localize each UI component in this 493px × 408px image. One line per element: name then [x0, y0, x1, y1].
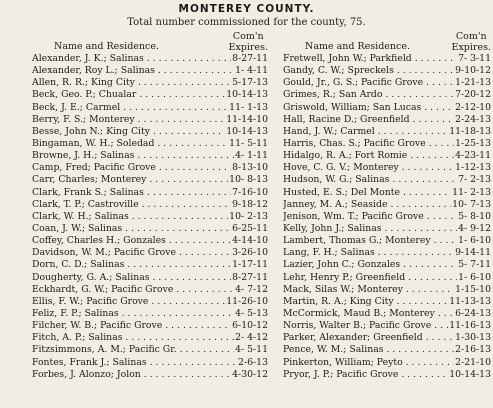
- entry-row: [283, 332, 491, 344]
- entry-expiration-date: 5- 8-10: [458, 210, 491, 222]
- entry-expiration-date: 1-25-13: [455, 137, 491, 149]
- entry-expiration-date: 4-23-11: [455, 150, 491, 162]
- entry-row: [283, 138, 491, 150]
- entry-row: [32, 102, 268, 114]
- entry-row: [283, 114, 491, 126]
- entry-name-residence: McCormick, Maud B.; Monterey . . .: [283, 308, 454, 320]
- entry-name-residence: Gandy, C. W.; Spreckels . . .: [283, 65, 454, 77]
- entry-row: [32, 199, 268, 211]
- entry-expiration-date: 1- 6-10: [458, 235, 491, 247]
- entry-row: [283, 320, 491, 332]
- entry-expiration-date: 10-14-13: [449, 368, 491, 380]
- entry-name-residence: Janney, M. A.; Seaside . . .: [283, 199, 451, 211]
- entry-name-residence: Hudson, W. G.; Salinas . . .: [283, 174, 457, 186]
- entry-row: [283, 162, 491, 174]
- entry-expiration-date: 8-27-11: [232, 53, 268, 64]
- entry-name-residence: Eckhardt, G. W.; Pacific Grove . . .: [32, 284, 234, 296]
- entry-expiration-date: 9-14-11: [455, 247, 491, 259]
- entry-row: [32, 235, 268, 247]
- entry-name-residence: Hove, C. G. V.; Monterey . . .: [283, 162, 454, 174]
- entry-name-residence: Fitzsimmons, A. M.; Pacific Gr. . . .: [32, 344, 234, 356]
- entry-expiration-date: 1-30-13: [455, 332, 491, 344]
- entry-name-residence: Berry, F. S.; Monterey . . .: [32, 114, 225, 126]
- entry-name-residence: Fontes, Frank J.; Salinas . . .: [32, 357, 237, 369]
- entry-row: [283, 357, 491, 369]
- entry-name-residence: Pinkerton, William; Peyto . . .: [283, 357, 454, 369]
- entry-name-residence: Husted, E. S.; Del Monte . . .: [283, 187, 451, 199]
- entry-name-residence: Lazier, John C.; Gonzales . . .: [283, 259, 457, 271]
- entry-row: [283, 259, 491, 271]
- entry-expiration-date: 11- 2-13: [452, 186, 491, 198]
- entry-row: [283, 102, 491, 114]
- entry-row: [32, 138, 268, 150]
- entry-expiration-date: 9-18-12: [232, 198, 268, 210]
- entry-expiration-date: 10- 8-13: [229, 174, 268, 186]
- entry-expiration-date: 1-12-13: [455, 162, 491, 174]
- entry-row: [32, 284, 268, 296]
- left-entry-list: [32, 53, 268, 381]
- entry-row: [283, 199, 491, 211]
- entry-name-residence: Gould, Jr., G. S.; Pacific Grove . . .: [283, 77, 454, 89]
- entry-expiration-date: 11-16-13: [449, 320, 491, 332]
- entry-name-residence: Parker, Alexander; Greenfield . . .: [283, 332, 454, 344]
- entry-row: [32, 53, 268, 65]
- entry-row: [283, 344, 491, 356]
- entry-name-residence: Feliz, F. P.; Salinas . . .: [32, 308, 234, 320]
- entry-expiration-date: 1-21-13: [455, 77, 491, 89]
- entry-name-residence: Fretwell, John W.; Parkfield . . .: [283, 53, 457, 65]
- entry-row: [283, 53, 491, 65]
- entry-name-residence: Coan, J. W.; Salinas . . .: [32, 223, 231, 235]
- entry-name-residence: Mack, Silas W.; Monterey . . .: [283, 284, 454, 296]
- entry-name-residence: Beck, Geo. P.; Chualar . . .: [32, 89, 225, 101]
- entry-expiration-date: 7-20-12: [455, 89, 491, 101]
- entry-expiration-date: 11- 1-13: [229, 101, 268, 113]
- entry-name-residence: Lambert, Thomas G.; Monterey . . .: [283, 235, 457, 247]
- entry-name-residence: Clark, T. P.; Castroville . . .: [32, 199, 231, 211]
- entry-expiration-date: 1- 6-10: [458, 271, 491, 283]
- entry-name-residence: Martin, R. A.; King City . . .: [283, 296, 448, 308]
- right-column-header: [283, 31, 491, 53]
- entry-row: [283, 150, 491, 162]
- entry-row: [283, 369, 491, 381]
- entry-row: [283, 126, 491, 138]
- entry-expiration-date: 11-26-10: [226, 295, 268, 307]
- entry-expiration-date: 4-30-12: [232, 368, 268, 380]
- entry-name-residence: Pence, W. M.; Salinas . . .: [283, 344, 454, 356]
- entry-name-residence: Pryor, J. P.; Pacific Grove . . .: [283, 369, 448, 381]
- entry-row: [32, 187, 268, 199]
- right-entry-list: [283, 53, 491, 381]
- entry-row: [32, 259, 268, 271]
- commission-expires-heading: [229, 31, 268, 53]
- entry-expiration-date: 1- 4-11: [235, 65, 268, 77]
- entry-name-residence: Jenison, Wm. T.; Pacific Grove . . .: [283, 211, 457, 223]
- entry-name-residence: Allen, R. R.; King City . . .: [32, 77, 231, 89]
- commission-expires-heading: [452, 31, 491, 53]
- entry-row: [283, 65, 491, 77]
- entry-row: [283, 235, 491, 247]
- entry-row: [283, 247, 491, 259]
- entry-expiration-date: 4- 5-11: [235, 344, 268, 356]
- left-column: [32, 31, 268, 381]
- commission-heading-line2: Expires.: [451, 42, 491, 53]
- entry-name-residence: Forbes, J. Alonzo; Jolon . . .: [32, 369, 231, 381]
- commission-heading-line2: Expires.: [228, 42, 268, 53]
- entry-name-residence: Browne, J. H.; Salinas . . .: [32, 150, 234, 162]
- entry-name-residence: Lehr, Henry P.; Greenfield . . .: [283, 272, 457, 284]
- entry-expiration-date: 6-10-12: [232, 320, 268, 332]
- entry-name-residence: Fitch, A. P.; Salinas . . .: [32, 332, 234, 344]
- entry-row: [32, 247, 268, 259]
- entry-row: [32, 332, 268, 344]
- entry-expiration-date: 11-18-13: [449, 125, 491, 137]
- entry-row: [32, 174, 268, 186]
- entry-expiration-date: 11- 5-11: [229, 137, 268, 149]
- entry-name-residence: Norris, Walter B.; Pacific Grove . . .: [283, 320, 448, 332]
- entry-expiration-date: 11-14-10: [226, 113, 268, 125]
- entry-name-residence: Hidalgo, R. A.; Fort Romie . . .: [283, 150, 454, 162]
- entry-name-residence: Dorn, C. D.; Salinas . . .: [32, 259, 231, 271]
- entry-row: [283, 77, 491, 89]
- entry-expiration-date: 2-21-10: [455, 356, 491, 368]
- entry-name-residence: Griswold, William; San Lucas . . .: [283, 102, 454, 114]
- entry-row: [32, 126, 268, 138]
- entry-expiration-date: 9-10-12: [455, 65, 491, 77]
- name-residence-heading: Name and Residence.: [54, 41, 159, 52]
- entry-expiration-date: 4- 7-12: [235, 283, 268, 295]
- left-column-header: [32, 31, 268, 53]
- entry-row: [283, 272, 491, 284]
- entry-row: [32, 223, 268, 235]
- entry-name-residence: Besse, John N.; King City . . .: [32, 126, 225, 138]
- entry-name-residence: Hall, Racine D.; Greenfield . . .: [283, 114, 454, 126]
- entry-expiration-date: 2-24-13: [455, 113, 491, 125]
- entry-row: [32, 162, 268, 174]
- entry-expiration-date: 4- 1-11: [235, 150, 268, 162]
- entry-expiration-date: 4- 5-13: [235, 307, 268, 319]
- entry-expiration-date: 2-16-13: [455, 344, 491, 356]
- entry-expiration-date: 2-12-10: [455, 101, 491, 113]
- entry-row: [32, 89, 268, 101]
- entry-name-residence: Ellis, F. W.; Pacific Grove . . .: [32, 296, 225, 308]
- entry-name-residence: Alexander, J. K.; Salinas . . .: [32, 53, 231, 65]
- entry-row: [32, 296, 268, 308]
- entry-row: [283, 284, 491, 296]
- entry-name-residence: Camp, Fred; Pacific Grove . . .: [32, 162, 231, 174]
- entry-expiration-date: 2- 4-12: [235, 332, 268, 344]
- entry-row: [32, 357, 268, 369]
- entry-expiration-date: 6-24-13: [455, 307, 491, 319]
- entry-row: [283, 89, 491, 101]
- commission-heading-line1: Com'n: [455, 31, 487, 42]
- entry-expiration-date: 2-6-13: [238, 356, 268, 368]
- entry-row: [32, 369, 268, 381]
- entry-expiration-date: 6-25-11: [232, 222, 268, 234]
- entry-name-residence: Beck, J. E.; Carmel . . .: [32, 102, 228, 114]
- entry-expiration-date: 10- 7-13: [452, 198, 491, 210]
- entry-expiration-date: 7-16-10: [232, 186, 268, 198]
- entry-expiration-date: 8-27-11: [232, 271, 268, 283]
- entry-name-residence: Dougherty, G. A.; Salinas . . .: [32, 272, 231, 284]
- entry-row: [32, 308, 268, 320]
- entry-expiration-date: 7- 3-11: [458, 53, 491, 64]
- entry-name-residence: Clark, W. H.; Salinas . . .: [32, 211, 228, 223]
- entry-row: [32, 150, 268, 162]
- entry-row: [283, 174, 491, 186]
- entry-name-residence: Carr, Charles; Monterey . . .: [32, 174, 228, 186]
- entry-row: [32, 65, 268, 77]
- entry-row: [283, 296, 491, 308]
- entry-expiration-date: 1-15-10: [455, 283, 491, 295]
- entry-expiration-date: 1-17-11: [232, 259, 268, 271]
- entry-row: [32, 320, 268, 332]
- name-residence-heading: Name and Residence.: [305, 41, 410, 52]
- entry-expiration-date: 5- 7-11: [458, 259, 491, 271]
- county-title: MONTEREY COUNTY.: [178, 3, 315, 15]
- entry-expiration-date: 10-14-13: [226, 89, 268, 101]
- county-subtitle: Total number commissioned for the county, 75.: [127, 17, 366, 28]
- entry-row: [32, 344, 268, 356]
- right-column: [283, 31, 491, 381]
- entry-expiration-date: 5-17-13: [232, 77, 268, 89]
- entry-name-residence: Filcher, W. B.; Pacific Grove . . .: [32, 320, 231, 332]
- entry-row: [283, 211, 491, 223]
- entry-name-residence: Coffey, Charles H.; Gonzales . . .: [32, 235, 231, 247]
- entry-row: [283, 308, 491, 320]
- entry-row: [32, 272, 268, 284]
- entry-row: [283, 187, 491, 199]
- entry-row: [283, 223, 491, 235]
- entry-row: [32, 211, 268, 223]
- entry-expiration-date: 10-14-13: [226, 125, 268, 137]
- commission-heading-line1: Com'n: [232, 31, 264, 42]
- entry-expiration-date: 7- 2-13: [458, 174, 491, 186]
- entry-expiration-date: 8-13-10: [232, 162, 268, 174]
- entry-name-residence: Clark, Frank S.; Salinas . . .: [32, 187, 231, 199]
- entry-name-residence: Lang, F. H.; Salinas . . .: [283, 247, 454, 259]
- entry-expiration-date: 3-26-10: [232, 247, 268, 259]
- entry-expiration-date: 10- 2-13: [229, 210, 268, 222]
- entry-row: [32, 114, 268, 126]
- entry-name-residence: Harris, Chas. S.; Pacific Grove . . .: [283, 138, 454, 150]
- entry-name-residence: Hand, J. W.; Carmel . . .: [283, 126, 448, 138]
- entry-expiration-date: 4-14-10: [232, 235, 268, 247]
- entry-name-residence: Bingaman, W. H.; Soledad . . .: [32, 138, 228, 150]
- entry-name-residence: Kelly, John J.; Salinas . . .: [283, 223, 457, 235]
- entry-name-residence: Alexander, Roy L.; Salinas . . .: [32, 65, 234, 77]
- entry-row: [32, 77, 268, 89]
- entry-name-residence: Davidson, W. M.; Pacific Grove . . .: [32, 247, 231, 259]
- entry-name-residence: Grimes, R.; San Ardo . . .: [283, 89, 454, 101]
- entry-expiration-date: 4- 9-12: [458, 222, 491, 234]
- entry-expiration-date: 11-13-13: [449, 295, 491, 307]
